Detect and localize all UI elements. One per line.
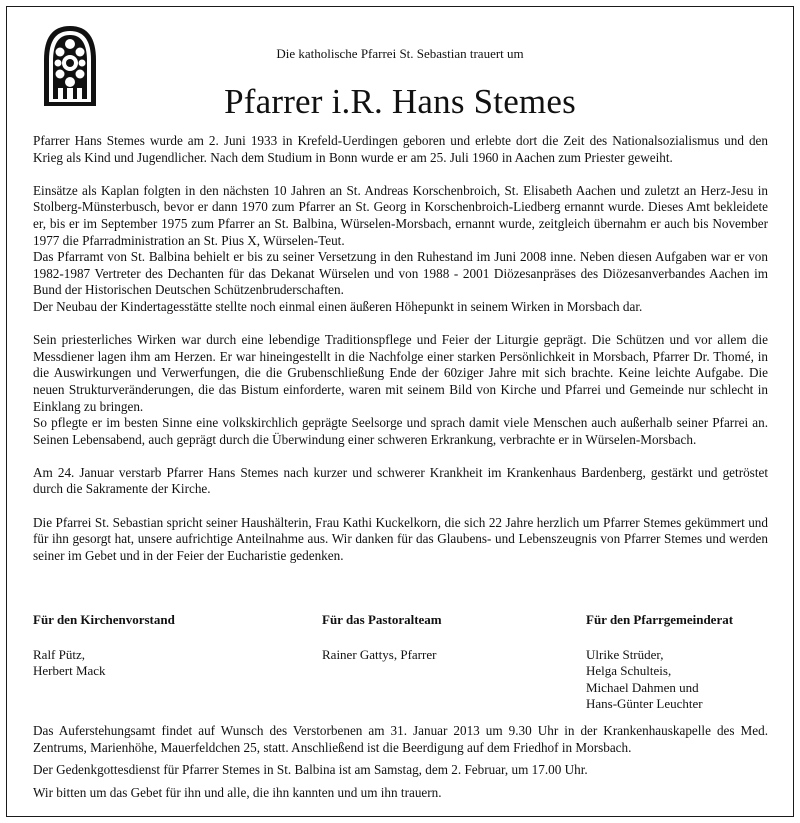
footer-funeral: Das Auferstehungsamt findet auf Wunsch des Verstorbenen am 31. Januar 2013 um 9.30 Uhr in der Krankenhauskapelle des Med. Zentrums, Marienhöhe, Mauerfeldchen 25, statt. Anschließend ist die Beerdigung auf dem Friedhof in Morsbach.	[33, 723, 768, 755]
obituary-body	[33, 133, 768, 581]
paragraph-career: Einsätze als Kaplan folgten in den nächsten 10 Jahren an St. Andreas Korschenbroich, St. Elisabeth Aachen und zuletzt an Herz-Jesu in Stolberg-Münsterbusch, bevor er dann 1970 zum Pfarrer an St. Georg in Korschenbroich-Liedberg ernannt wurde. Dieses Amt bekleidete er, bis er im September 1975 zum Pfarrer an St. Balbina, Würselen-Morsbach, ernannt wurde, zeitgleich übernahm er auch bis November 1977 die Pfarradministration an St. Pius X, Würselen-Teut.	[33, 182, 768, 248]
signature-name: Hans-Günter Leuchter	[586, 696, 703, 712]
footer-prayer: Wir bitten um das Gebet für ihn und alle, die ihn kannten und um ihn trauern.	[33, 784, 442, 800]
signature-pfarrgemeinderat	[586, 612, 776, 713]
signature-name: Ralf Pütz,	[33, 646, 85, 662]
intro-line: Die katholische Pfarrei St. Sebastian trauert um	[276, 46, 524, 61]
signature-name: Helga Schulteis,	[586, 663, 672, 679]
signature-heading: Für das Pastoralteam	[322, 612, 442, 627]
signature-name: Herbert Mack	[33, 663, 106, 679]
paragraph-pastoral: So pflegte er im besten Sinne eine volkskirchlich geprägte Seelsorge und sprach damit viele Menschen auch außerhalb seiner Pfarrei an. Seinen Lebensabend, auch geprägt durch die Überwindung einer schweren Erkrankung, verbrachte er in Würselen-Morsbach.	[33, 415, 768, 447]
paragraph-birth: Pfarrer Hans Stemes wurde am 2. Juni 1933 in Krefeld-Uerdingen geboren und erlebte dort die Zeit des Nationalsozialismus und den Krieg als Kind und Jugendlicher. Nach dem Studium in Bonn wurde er am 25. Juli 1960 in Aachen zum Priester geweiht.	[33, 133, 768, 165]
paragraph-kita: Der Neubau der Kindertagesstätte stellte noch einmal einen äußeren Höhepunkt in seinem Wirken in Morsbach dar.	[33, 298, 643, 314]
signature-kirchenvorstand	[33, 612, 273, 680]
page-title: Pfarrer i.R. Hans Stemes	[224, 82, 576, 121]
signature-pastoralteam	[322, 612, 562, 663]
footer-memorial: Der Gedenkgottesdienst für Pfarrer Stemes in St. Balbina ist am Samstag, dem 2. Februar, um 17.00 Uhr.	[33, 762, 588, 778]
signature-name: Michael Dahmen und	[586, 679, 699, 695]
paragraph-ministry: Sein priesterliches Wirken war durch eine lebendige Traditionspflege und Feier der Liturgie geprägt. Die Schützen und vor allem die Messdiener lagen ihm am Herzen. Er war hineingestellt in die Nachfolge einer starken Persönlichkeit in Morsbach, Pfarrer Dr. Thomé, in die Auswirkungen und Verwerfungen, die die Grubenschließung Ende der 60ziger Jahre mit sich brachte. Keine leichte Aufgabe. Die neuen Strukturveränderungen, die das Bistum einforderte, waren mit seinem Bild von Kirche und Pfarrei und Gemeinde nur schlecht in Einklang zu bringen.	[33, 332, 768, 414]
paragraph-balbina: Das Pfarramt von St. Balbina behielt er bis zu seiner Versetzung in den Ruhestand im Juni 2008 inne. Neben diesen Aufgaben war er von 1982-1987 Vertreter des Dechanten für das Dekanat Würselen und von 1988 - 2001 Diözesanpräses des Diözesanverbandes Aachen im Bund der Historischen Deutschen Schützenbruderschaften.	[33, 249, 768, 298]
paragraph-death: Am 24. Januar verstarb Pfarrer Hans Stemes nach kurzer und schwerer Krankheit im Krankenhaus Bardenberg, gestärkt und getröstet durch die Sakramente der Kirche.	[33, 464, 768, 497]
signature-heading: Für den Pfarrgemeinderat	[586, 612, 734, 627]
paragraph-condolence: Die Pfarrei St. Sebastian spricht seiner Haushälterin, Frau Kathi Kuckelkorn, die sich 22 Jahre herzlich um Pfarrer Stemes gekümmert und für ihn gesorgt hat, unsere aufrichtige Anteilnahme aus. Wir danken für das Glaubens- und Lebenszeugnis von Pfarrer Stemes und werden seiner im Gebet und in der Feier der Eucharistie gedenken.	[33, 514, 768, 563]
parish-logo-icon	[34, 22, 106, 108]
signature-heading: Für den Kirchenvorstand	[33, 612, 175, 627]
obituary-footer	[33, 723, 768, 807]
signature-name: Ulrike Strüder,	[586, 646, 664, 662]
signature-name: Rainer Gattys, Pfarrer	[322, 646, 437, 662]
